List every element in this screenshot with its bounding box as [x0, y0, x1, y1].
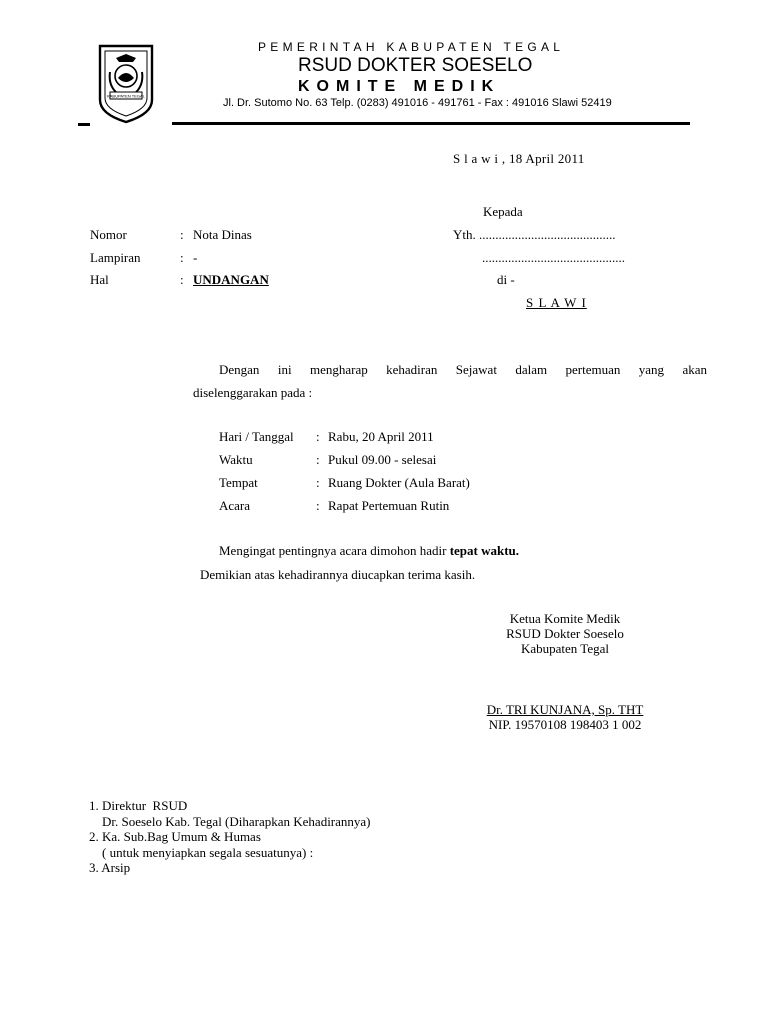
intro-line-1: Dengan ini mengharap kehadiran Sejawat dalam pertemuan yang akan — [219, 362, 707, 377]
recipient-yth: Yth. .......................................... — [453, 227, 616, 242]
recipient-city: S L A W I — [526, 295, 587, 310]
recipient-kepada: Kepada — [483, 204, 523, 219]
cc-item: 1. Direktur RSUD — [89, 798, 188, 813]
cc-item: 3. Arsip — [89, 860, 131, 875]
hospital-address: Jl. Dr. Sutomo No. 63 Telp. (0283) 491016 - 491761 - Fax : 491016 Slawi 52419 — [223, 97, 612, 109]
detail-label: Tempat — [219, 475, 258, 490]
detail-label: Waktu — [219, 452, 253, 467]
detail-value: Rabu, 20 April 2011 — [328, 429, 434, 444]
date-line: S l a w i , 18 April 2011 — [453, 151, 585, 166]
government-heading: PEMERINTAH KABUPATEN TEGAL — [258, 40, 565, 54]
logo-text: KABUPATEN TEGAL — [107, 93, 145, 99]
nomor-colon: : — [180, 227, 184, 242]
nomor-value: Nota Dinas — [193, 227, 252, 242]
signature-title: Ketua Komite Medik — [509, 611, 621, 626]
recipient-dots: ............................................ — [482, 250, 625, 265]
hospital-name: RSUD DOKTER SOESELO — [298, 55, 533, 76]
reminder-emphasis: tepat waktu. — [449, 543, 520, 558]
signature-institution: RSUD Dokter Soeselo — [506, 626, 624, 641]
nomor-label: Nomor — [90, 227, 127, 242]
detail-colon: : — [316, 475, 320, 490]
header-rule-mark — [78, 123, 90, 126]
hal-label: Hal — [90, 272, 109, 287]
recipient-di: di - — [497, 272, 515, 287]
header-rule — [172, 122, 690, 125]
intro-line-2: diselenggarakan pada : — [193, 385, 313, 400]
signature-regency: Kabupaten Tegal — [520, 641, 609, 656]
cc-item: Dr. Soeselo Kab. Tegal (Diharapkan Kehadirannya) — [89, 814, 371, 829]
signatory-nip: NIP. 19570108 198403 1 002 — [488, 717, 642, 732]
signatory-name: Dr. TRI KUNJANA, Sp. THT — [486, 702, 644, 717]
lampiran-label: Lampiran — [90, 250, 141, 265]
detail-value: Pukul 09.00 - selesai — [328, 452, 437, 467]
committee-name: KOMITE MEDIK — [298, 78, 501, 95]
cc-item: ( untuk menyiapkan segala sesuatunya) : — [89, 845, 314, 860]
reminder-line — [219, 543, 519, 559]
reminder-text: Mengingat pentingnya acara dimohon hadir — [219, 543, 450, 558]
detail-label: Acara — [219, 498, 251, 513]
lampiran-colon: : — [180, 250, 184, 265]
closing-line: Demikian atas kehadirannya diucapkan terima kasih. — [200, 567, 476, 582]
detail-label: Hari / Tanggal — [219, 429, 294, 444]
hal-colon: : — [180, 272, 184, 287]
cc-item: 2. Ka. Sub.Bag Umum & Humas — [89, 829, 261, 844]
hal-value: UNDANGAN — [193, 272, 269, 287]
lampiran-value: - — [193, 250, 198, 265]
detail-value: Rapat Pertemuan Rutin — [328, 498, 450, 513]
detail-colon: : — [316, 498, 320, 513]
regency-emblem-logo — [96, 42, 156, 124]
detail-colon: : — [316, 452, 320, 467]
detail-colon: : — [316, 429, 320, 444]
detail-value: Ruang Dokter (Aula Barat) — [328, 475, 470, 490]
